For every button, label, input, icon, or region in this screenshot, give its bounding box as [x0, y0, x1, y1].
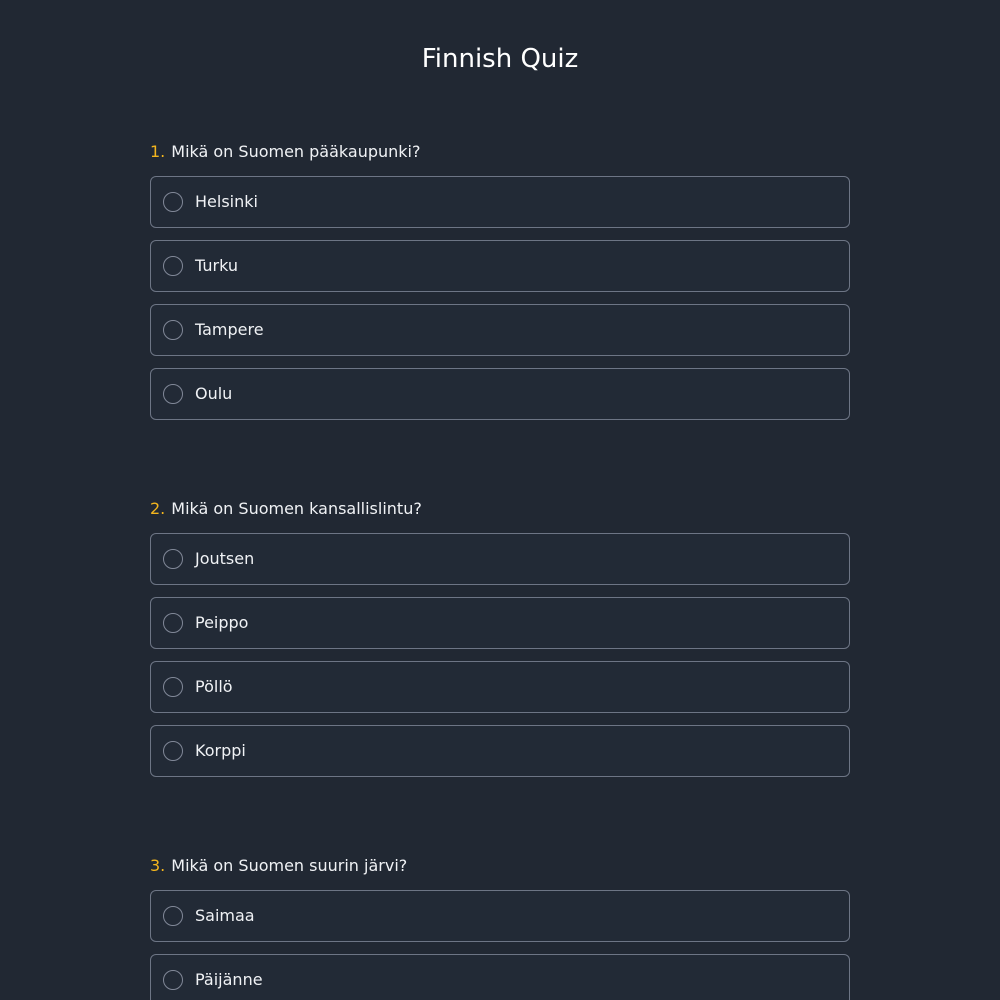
question-1: [150, 140, 850, 420]
option-label: Päijänne: [195, 970, 263, 989]
option-helsinki[interactable]: [150, 176, 850, 228]
option-label: Peippo: [195, 613, 249, 632]
option-label: Pöllö: [195, 677, 233, 696]
radio-button[interactable]: [163, 256, 183, 276]
question-text: Mikä on Suomen pääkaupunki?: [171, 142, 421, 161]
option-tampere[interactable]: [150, 304, 850, 356]
question-text: Mikä on Suomen suurin järvi?: [171, 856, 408, 875]
option-label: Korppi: [195, 741, 246, 760]
question-list: [150, 140, 850, 1000]
radio-button[interactable]: [163, 549, 183, 569]
option-korppi[interactable]: [150, 725, 850, 777]
option-turku[interactable]: [150, 240, 850, 292]
radio-button[interactable]: [163, 970, 183, 990]
radio-button[interactable]: [163, 613, 183, 633]
option-joutsen[interactable]: [150, 533, 850, 585]
option-label: Saimaa: [195, 906, 255, 925]
question-header: [150, 140, 850, 164]
question-header: [150, 497, 850, 521]
option-oulu[interactable]: [150, 368, 850, 420]
option-peippo[interactable]: [150, 597, 850, 649]
radio-button[interactable]: [163, 741, 183, 761]
question-number: 2.: [150, 499, 166, 518]
option-paijanne[interactable]: [150, 954, 850, 1000]
question-header: [150, 854, 850, 878]
question-number: 1.: [150, 142, 166, 161]
radio-button[interactable]: [163, 677, 183, 697]
radio-button[interactable]: [163, 384, 183, 404]
radio-button[interactable]: [163, 192, 183, 212]
option-label: Oulu: [195, 384, 233, 403]
option-label: Turku: [195, 256, 238, 275]
question-2: [150, 497, 850, 777]
page-title: Finnish Quiz: [421, 44, 579, 74]
option-label: Joutsen: [195, 549, 255, 568]
option-saimaa[interactable]: [150, 890, 850, 942]
question-number: 3.: [150, 856, 166, 875]
radio-button[interactable]: [163, 320, 183, 340]
question-3: [150, 854, 850, 1000]
option-label: Tampere: [195, 320, 264, 339]
question-text: Mikä on Suomen kansallislintu?: [171, 499, 422, 518]
option-label: Helsinki: [195, 192, 258, 211]
option-pollo[interactable]: [150, 661, 850, 713]
radio-button[interactable]: [163, 906, 183, 926]
